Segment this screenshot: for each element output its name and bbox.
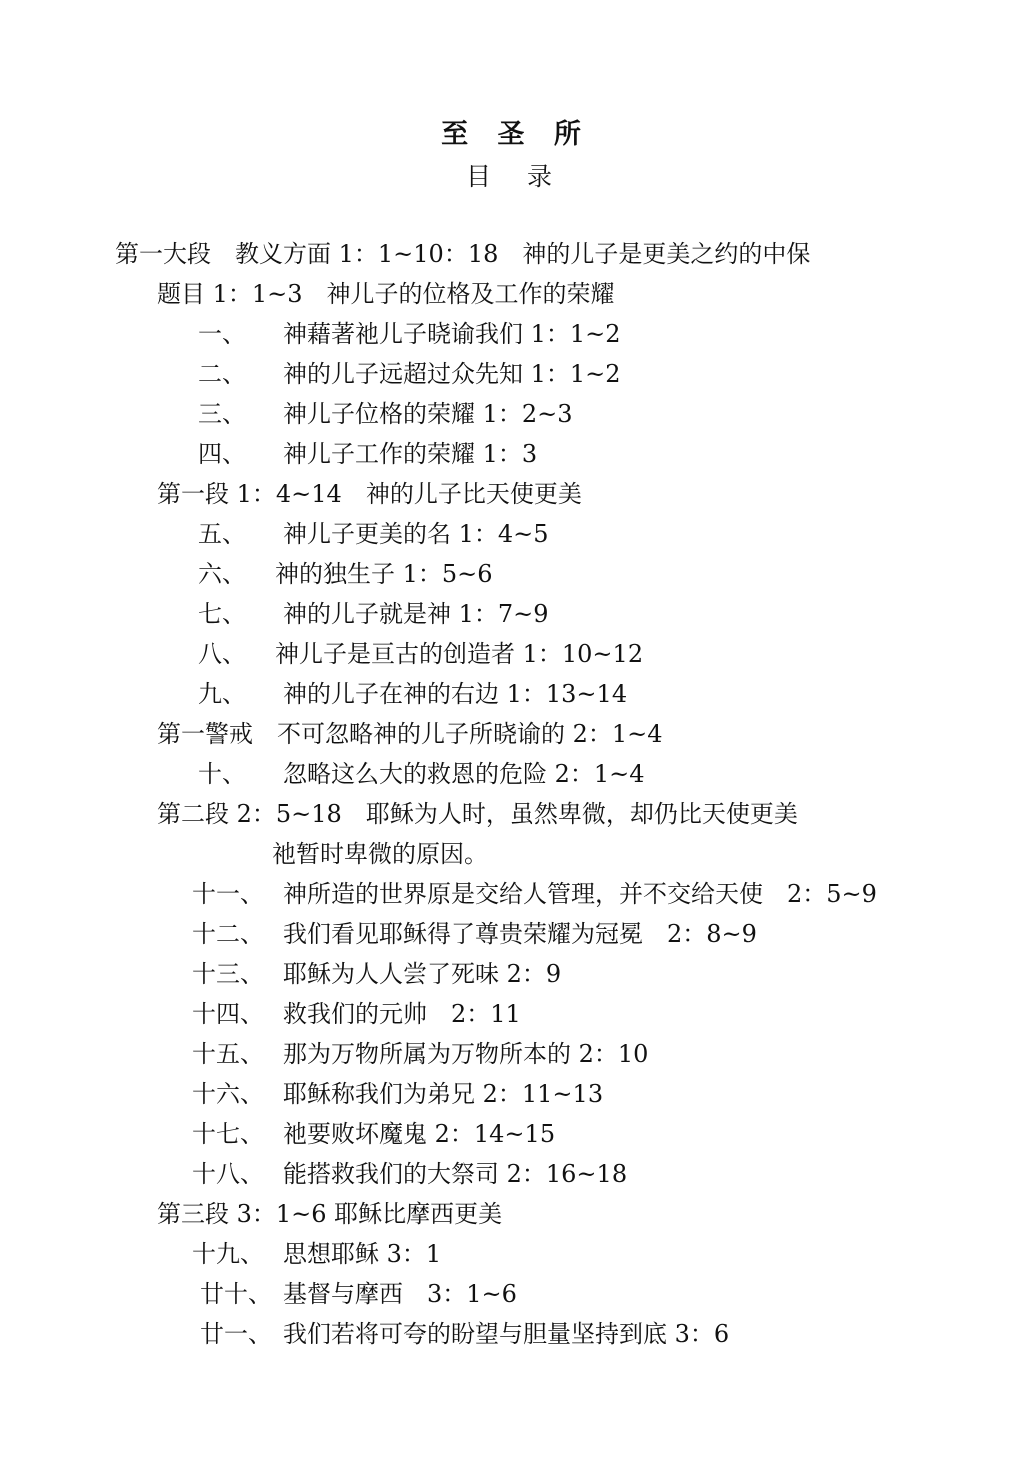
toc-entry-number: 十四、 [192, 1000, 264, 1028]
toc-entry-text: 那为万物所属为万物所本的 2：10 [283, 1040, 649, 1068]
toc-entry-text: 神儿子更美的名 1：4~5 [283, 520, 549, 548]
toc-entry [0, 1234, 1032, 1274]
toc-entry-text: 神儿子工作的荣耀 1：3 [283, 440, 538, 468]
toc-entry [0, 1314, 1032, 1354]
toc-entry [0, 794, 1032, 834]
toc-entry [0, 594, 1032, 634]
toc-entry-number: 三、 [198, 400, 246, 428]
toc-entry-number: 五、 [198, 520, 246, 548]
toc-entry [0, 874, 1032, 914]
toc-entry-number: 二、 [198, 360, 246, 388]
toc-section-heading: 第三段 3：1~6 耶稣比摩西更美 [157, 1200, 503, 1228]
toc-heading: 目 录 [466, 162, 566, 191]
toc-entry [0, 954, 1032, 994]
toc-entry [0, 634, 1032, 674]
toc-entry-text: 忽略这么大的救恩的危险 2：1~4 [283, 760, 645, 788]
toc-entry [0, 714, 1032, 754]
toc-entry-text: 神儿子位格的荣耀 1：2~3 [283, 400, 573, 428]
toc-continuation-text: 祂暂时卑微的原因。 [272, 840, 488, 868]
page-title: 至 圣 所 [441, 119, 591, 150]
toc-entry [0, 354, 1032, 394]
toc-entry [0, 394, 1032, 434]
toc-entry-number: 九、 [198, 680, 246, 708]
toc-section-heading: 第二段 2：5~18 耶稣为人时，虽然卑微，却仍比天使更美 [157, 800, 798, 828]
toc-entry-number: 廿十、 [200, 1280, 272, 1308]
toc-entry-text: 耶稣为人人尝了死味 2：9 [283, 960, 562, 988]
toc-entry-text: 耶稣称我们为弟兄 2：11~13 [283, 1080, 604, 1108]
toc-section-heading: 第一段 1：4~14 神的儿子比天使更美 [157, 480, 582, 508]
toc-section-heading: 第一警戒 不可忽略神的儿子所晓谕的 2：1~4 [157, 720, 663, 748]
toc-entry-text: 神的独生子 1：5~6 [275, 560, 493, 588]
toc-entry [0, 514, 1032, 554]
toc-entry [0, 1034, 1032, 1074]
toc-entry-number: 十二、 [192, 920, 264, 948]
toc-entry [0, 834, 1032, 874]
table-of-contents [0, 234, 1032, 1354]
toc-entry-text: 救我们的元帅 2：11 [283, 1000, 521, 1028]
toc-entry-number: 十七、 [192, 1120, 264, 1148]
toc-entry-text: 神所造的世界原是交给人管理，并不交给天使 2：5~9 [283, 880, 877, 908]
toc-entry-number: 十、 [198, 760, 246, 788]
toc-entry [0, 754, 1032, 794]
toc-entry-number: 十一、 [192, 880, 264, 908]
toc-section-heading: 题目 1：1~3 神儿子的位格及工作的荣耀 [157, 280, 615, 308]
toc-entry [0, 474, 1032, 514]
toc-entry-number: 八、 [198, 640, 246, 668]
toc-entry [0, 234, 1032, 274]
toc-entry [0, 1154, 1032, 1194]
toc-entry-number: 十五、 [192, 1040, 264, 1068]
toc-entry-number: 六、 [198, 560, 246, 588]
toc-entry-number: 十八、 [192, 1160, 264, 1188]
toc-entry-number: 廿一、 [200, 1320, 272, 1348]
toc-entry [0, 274, 1032, 314]
toc-entry [0, 1194, 1032, 1234]
toc-entry [0, 914, 1032, 954]
toc-entry-text: 我们看见耶稣得了尊贵荣耀为冠冕 2：8~9 [283, 920, 757, 948]
toc-entry-number: 十三、 [192, 960, 264, 988]
toc-entry-text: 神的儿子在神的右边 1：13~14 [283, 680, 628, 708]
toc-entry-text: 神儿子是亘古的创造者 1：10~12 [275, 640, 644, 668]
toc-entry-text: 神藉著祂儿子晓谕我们 1：1~2 [283, 320, 621, 348]
toc-entry-number: 四、 [198, 440, 246, 468]
toc-major-heading: 第一大段 教义方面 1：1~10：18 神的儿子是更美之约的中保 [115, 240, 811, 268]
toc-entry-text: 思想耶稣 3：1 [283, 1240, 442, 1268]
toc-entry-number: 一、 [198, 320, 246, 348]
toc-entry-text: 我们若将可夸的盼望与胆量坚持到底 3：6 [283, 1320, 730, 1348]
toc-entry-text: 神的儿子就是神 1：7~9 [283, 600, 549, 628]
toc-entry [0, 1114, 1032, 1154]
toc-entry [0, 994, 1032, 1034]
toc-entry-text: 祂要败坏魔鬼 2：14~15 [283, 1120, 556, 1148]
toc-entry [0, 674, 1032, 714]
toc-entry-number: 七、 [198, 600, 246, 628]
toc-entry-number: 十九、 [192, 1240, 264, 1268]
toc-entry [0, 314, 1032, 354]
toc-entry-text: 基督与摩西 3：1~6 [283, 1280, 517, 1308]
toc-entry-text: 神的儿子远超过众先知 1：1~2 [283, 360, 621, 388]
toc-entry [0, 434, 1032, 474]
toc-entry [0, 554, 1032, 594]
toc-entry-number: 十六、 [192, 1080, 264, 1108]
toc-entry [0, 1274, 1032, 1314]
toc-entry-text: 能搭救我们的大祭司 2：16~18 [283, 1160, 628, 1188]
toc-entry [0, 1074, 1032, 1114]
